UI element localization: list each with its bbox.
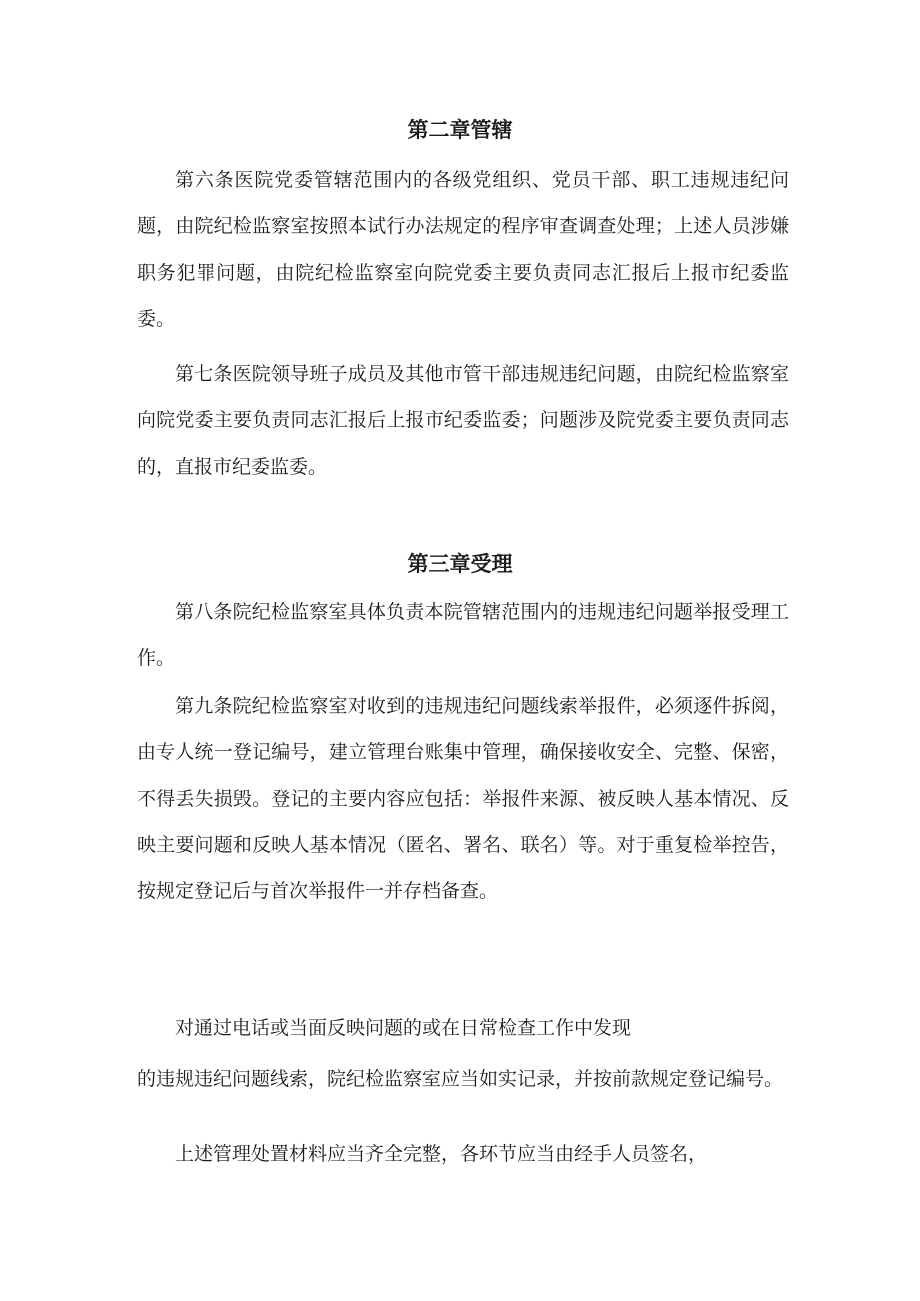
chapter-2-title: 第二章管辖 (407, 118, 513, 142)
article-7-paragraph: 第七条医院领导班子成员及其他市管干部违规违纪问题，由院纪检监察室向院党委主要负责同志汇报后上报市纪委监委；问题涉及院党委主要负责同志的，直报市纪委监委。 (137, 363, 789, 478)
article-6-paragraph: 第六条医院党委管辖范围内的各级党组织、党员干部、职工违规违纪问题，由院纪检监察室按照本试行办法规定的程序审查调查处理；上述人员涉嫌职务犯罪问题，由院纪检监察室向院党委主要负责同志汇报后上报市纪委监委。 (137, 169, 789, 330)
phone-report-paragraph-continuation: 的违规违纪问题线索，院纪检监察室应当如实记录，并按前款规定登记编号。 (137, 1068, 784, 1090)
phone-report-paragraph-line1: 对通过电话或当面反映问题的或在日常检查工作中发现 (175, 1017, 632, 1039)
materials-paragraph: 上述管理处置材料应当齐全完整，各环节应当由经手人员签名， (175, 1143, 708, 1165)
article-8-paragraph: 第八条院纪检监察室具体负责本院管辖范围内的违规违纪问题举报受理工作。 (137, 601, 789, 670)
article-9-paragraph: 第九条院纪检监察室对收到的违规违纪问题线索举报件，必须逐件拆阅，由专人统一登记编号，建立管理台账集中管理，确保接收安全、完整、保密，不得丢失损毁。登记的主要内容应包括：举报件来源、被反映人基本情况、反映主要问题和反映人基本情况（匿名、署名、联名）等。对于重复检举控告，按规定登记后与首次举报件一并存档备查。 (137, 695, 789, 903)
chapter-3-title: 第三章受理 (407, 552, 513, 576)
